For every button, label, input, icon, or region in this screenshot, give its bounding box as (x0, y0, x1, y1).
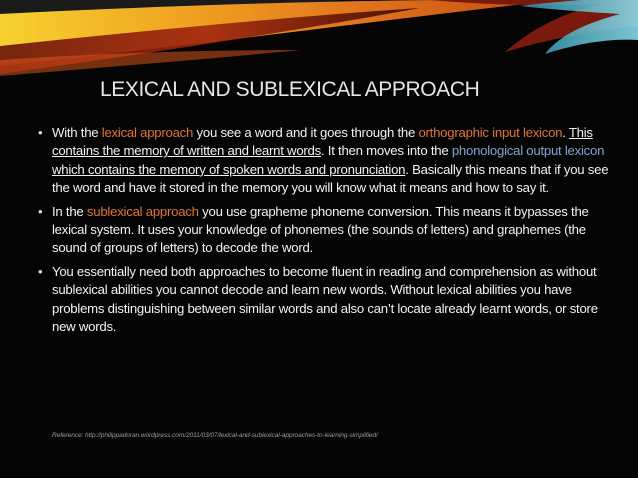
decorative-swoosh (0, 0, 638, 120)
bullet-text: you see a word and it goes through the (193, 125, 419, 140)
bullet-text: With the (52, 125, 102, 140)
underlined-text: which contains the memory of spoken words and pronunciation (52, 161, 406, 177)
bullet-text: . It then moves into the (320, 143, 452, 159)
bullet-text: You essentially need both approaches to become fluent in reading and comprehension as without sublexical abilities you cannot decode and learn new words. Without lexical abilities you have problems distinguishing between similar words and also can’t locate already learnt words, or store new words. (52, 263, 598, 335)
bullet-text: . Basically this means that if you see the word and have it stored in the memory you will know what it means and how to say it. (52, 161, 609, 196)
bullet-item-both (38, 263, 612, 337)
underlined-text: This contains the memory of written and learnt words (52, 125, 593, 159)
reference-link[interactable]: Reference: http://philippadoran.wordpress.com/2011/03/07/lexical-and-sublexical-approaches-to-learning-simplified/ (52, 432, 378, 439)
bullet-item-sublexical (38, 203, 612, 258)
bullet-text: In the (52, 203, 87, 219)
highlight-term: orthographic input lexicon (418, 125, 563, 140)
bullet-text: you use grapheme phoneme conversion. This means it bypasses the lexical system. It uses your knowledge of phonemes (the sounds of letters) and graphemes (the sound of groups of letters) to decode the word. (52, 203, 589, 256)
highlight-term: sublexical approach (86, 203, 199, 219)
bullet-list (38, 124, 612, 341)
bullet-item-lexical (38, 124, 612, 198)
slide-title: LEXICAL AND SUBLEXICAL APPROACH (100, 78, 480, 101)
highlight-term: phonological output lexicon (451, 143, 605, 159)
highlight-term: lexical approach (101, 125, 194, 140)
bullet-icon: • (38, 125, 43, 140)
bullet-icon: • (38, 203, 43, 219)
bullet-icon: • (38, 263, 43, 279)
bullet-text: . (562, 125, 569, 140)
